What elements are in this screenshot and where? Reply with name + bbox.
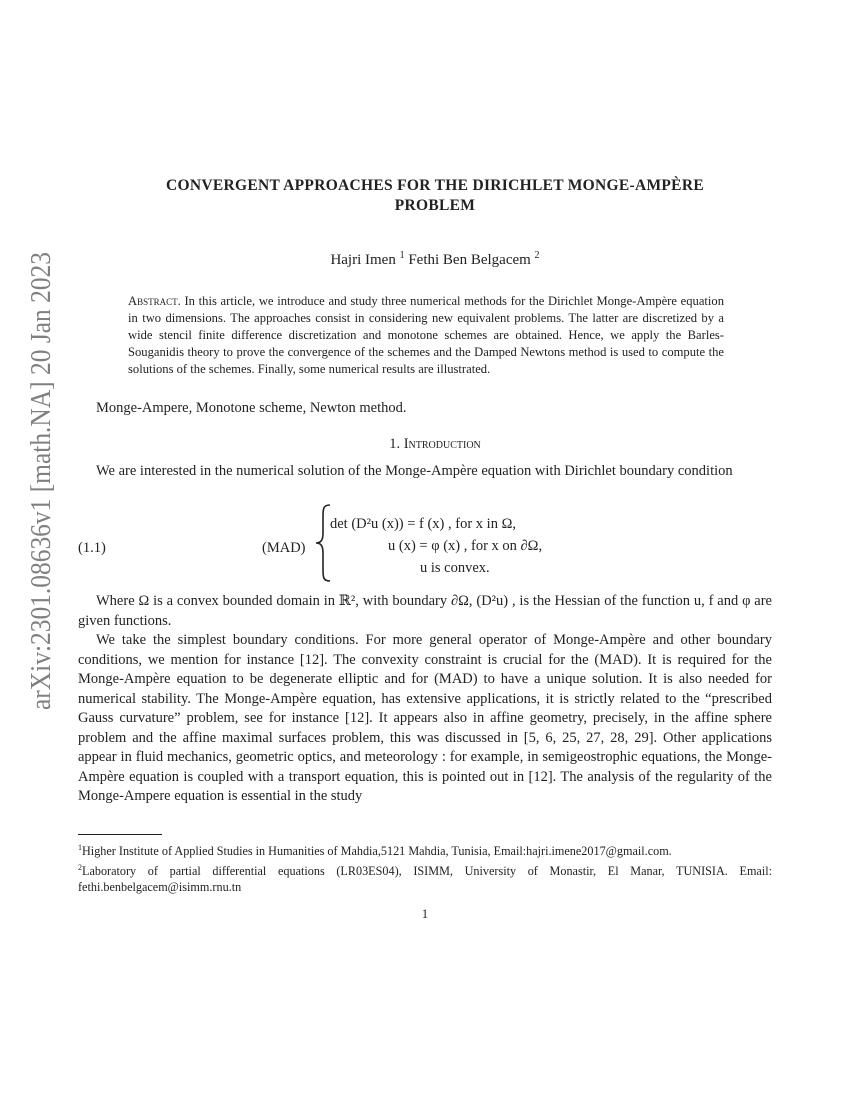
- keywords: Monge-Ampere, Monotone scheme, Newton method.: [96, 400, 407, 416]
- page-number: 1: [421, 907, 429, 921]
- footnote-1: [78, 840, 772, 860]
- intro-paragraph-3: We take the simplest boundary conditions. For more general operator of Monge-Ampère and other boundary conditions, we mention for instance [12]. The convexity constraint is crucial for the (MAD). It is required for the Monge-Ampère equation to be degenerate elliptic and for (MAD) to have a unique solution. It is also needed for numerical stability. The Monge-Ampère equation, has extensive applications, it is strictly related to the “prescribed Gauss curvature” problem, see for instance [12]. It appears also in affine geometry, precisely, in the affine sphere problem and the affine maximal surfaces problem, this was discussed in [5, 6, 25, 27, 28, 29]. Other applications appear in fluid mechanics, geometric optics, and meteorology : for example, in semigeostrophic equations, the Monge-Ampère equation is coupled with a transport equation, this is pointed out in [12]. The analysis of the regularity of the Monge-Ampere equation is essential in the study: [78, 632, 772, 804]
- equation-system: [330, 513, 542, 579]
- arxiv-identifier-graphic: [18, 250, 60, 710]
- footnote-2-text: Laboratory of partial differential equations (LR03ES04), ISIMM, University of Monastir, El Manar, TUNISIA. Email: fethi.benbelgacem@isimm.rnu.tn: [78, 863, 772, 895]
- footnote-2: [78, 860, 772, 896]
- abstract: [128, 293, 724, 378]
- equation-line-3: u is convex.: [420, 560, 490, 576]
- footnote-2-mark: 2: [78, 862, 82, 872]
- arxiv-identifier: [18, 250, 60, 710]
- abstract-body: In this article, we introduce and study three numerical methods for the Dirichlet Monge-Ampère equation in two dimensions. The approaches consist in considering new equivalent problems. The latter are discretized by a wide stencil finite difference discretization and monotone schemes are obtained. Hence, we apply the Barles-Souganidis theory to prove the convergence of the schemes and the Damped Newtons method is used to compute the solutions of the schemes. Finally, some numerical results are illustrated.: [128, 294, 724, 376]
- intro-paragraph-3-block: [78, 631, 772, 807]
- author-1-name: Hajri Imen: [330, 252, 396, 268]
- abstract-heading: Abstract.: [128, 294, 181, 308]
- section-title: Introduction: [403, 436, 481, 452]
- equation-number: (1.1): [78, 540, 106, 556]
- intro-paragraph-2: Where Ω is a convex bounded domain in ℝ², with boundary ∂Ω, (D²u) , is the Hessian of the function u, f and φ are given functions.: [78, 593, 772, 629]
- footnote-separator: [78, 834, 162, 835]
- equation-label: (MAD): [262, 540, 306, 556]
- intro-paragraph-1: We are interested in the numerical solution of the Monge-Ampère equation with Dirichlet boundary condition: [96, 463, 733, 479]
- intro-paragraph-2-block: [78, 592, 772, 631]
- footnote-1-mark: 1: [78, 843, 82, 852]
- paper-title: [95, 176, 775, 216]
- author-2-name: Fethi Ben Belgacem: [408, 252, 531, 268]
- author-2-affiliation-mark: 2: [534, 250, 540, 261]
- paper-title-line-1: CONVERGENT APPROACHES FOR THE DIRICHLET MONGE-AMPÈRE: [166, 177, 704, 194]
- footnotes: [78, 840, 772, 896]
- arxiv-identifier-text: arXiv:2301.08636v1 [math.NA] 20 Jan 2023: [25, 250, 57, 710]
- section-number: 1.: [389, 436, 401, 452]
- equation-line-1: det (D²u (x)) = f (x) , for x in Ω,: [330, 516, 516, 532]
- footnote-1-text: Higher Institute of Applied Studies in Humanities of Mahdia,5121 Mahdia, Tunisia, Email:hajri.imene2017@gmail.com.: [82, 844, 672, 859]
- equation-line-2: u (x) = φ (x) , for x on ∂Ω,: [388, 538, 543, 554]
- intro-paragraph-1-block: [78, 462, 772, 482]
- author-list: [95, 250, 775, 269]
- section-heading: [95, 436, 775, 453]
- paper-title-line-2: PROBLEM: [394, 197, 476, 214]
- author-1-affiliation-mark: 1: [399, 250, 405, 261]
